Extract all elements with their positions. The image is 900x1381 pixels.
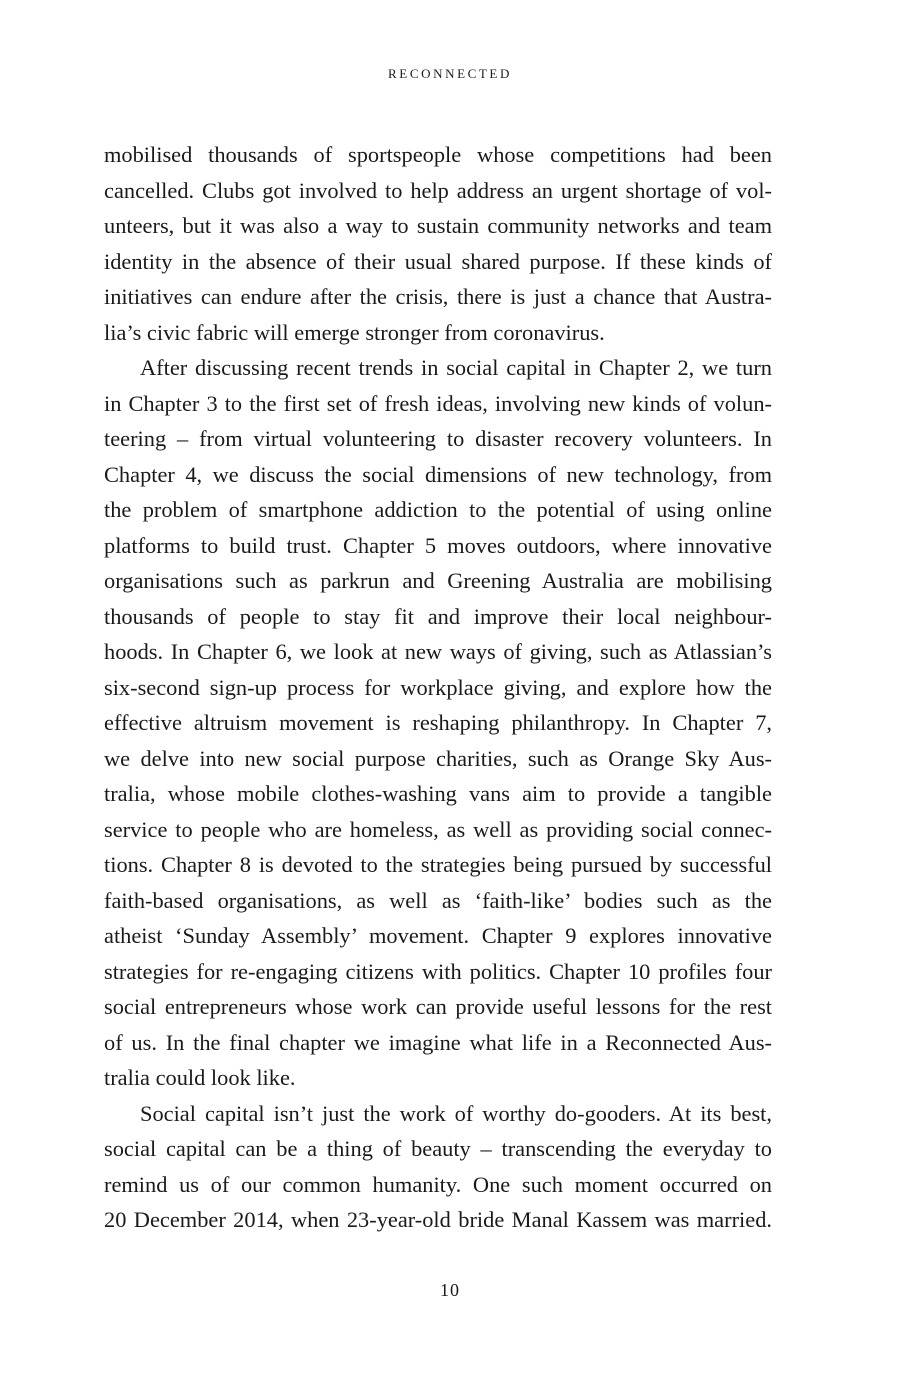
text-line: After discussing recent trends in social capital in Chapter 2, we turn: [140, 355, 772, 380]
text-line: tralia, whose mobile clothes-washing vans aim to provide a tangible: [104, 781, 772, 806]
text-line: identity in the absence of their usual shared purpose. If these kinds of: [104, 248, 772, 274]
text-line: remind us of our common humanity. One such moment occurred on: [104, 1171, 772, 1197]
text-line: of us. In the final chapter we imagine what life in a Reconnected Aus-: [104, 1029, 772, 1055]
text-line: hoods. In Chapter 6, we look at new ways of giving, such as Atlassian’s: [104, 639, 772, 664]
text-line: cancelled. Clubs got involved to help address an urgent shortage of vol-: [104, 177, 772, 203]
text-line: service to people who are homeless, as well as providing social connec-: [104, 816, 772, 842]
text-line: thousands of people to stay fit and improve their local neighbour-: [104, 603, 772, 629]
text-line: platforms to build trust. Chapter 5 moves outdoors, where innovative: [104, 532, 772, 558]
paragraph: [104, 350, 772, 1096]
paragraph: [104, 1096, 772, 1238]
paragraph: [104, 137, 772, 350]
text-line: Social capital isn’t just the work of worthy do-gooders. At its best,: [140, 1100, 772, 1126]
text-line: in Chapter 3 to the first set of fresh ideas, involving new kinds of volun-: [104, 390, 772, 416]
text-line: social capital can be a thing of beauty – transcending the everyday to: [104, 1136, 772, 1161]
text-line: atheist ‘Sunday Assembly’ movement. Chapter 9 explores innovative: [104, 923, 772, 948]
text-line: strategies for re-engaging citizens with politics. Chapter 10 profiles four: [104, 958, 772, 984]
running-head: RECONNECTED: [388, 66, 512, 81]
text-line: effective altruism movement is reshaping philanthropy. In Chapter 7,: [104, 710, 772, 735]
text-line: tions. Chapter 8 is devoted to the strategies being pursued by successful: [104, 852, 772, 877]
text-line: initiatives can endure after the crisis, there is just a chance that Austra-: [104, 284, 772, 309]
text-line: faith-based organisations, as well as ‘faith-like’ bodies such as the: [104, 887, 772, 913]
text-line: mobilised thousands of sportspeople whose competitions had been: [104, 142, 772, 167]
text-line: 20 December 2014, when 23-year-old bride Manal Kassem was married.: [104, 1207, 772, 1232]
text-line: unteers, but it was also a way to sustain community networks and team: [104, 213, 772, 238]
text-line: six-second sign-up process for workplace giving, and explore how the: [104, 674, 772, 700]
page-number: 10: [440, 1280, 460, 1300]
text-line: teering – from virtual volunteering to disaster recovery volunteers. In: [104, 426, 772, 451]
text-line: Chapter 4, we discuss the social dimensions of new technology, from: [104, 461, 772, 487]
text-line: organisations such as parkrun and Greening Australia are mobilising: [104, 568, 772, 593]
text-line: lia’s civic fabric will emerge stronger from coronavirus.: [104, 319, 605, 345]
text-line: the problem of smartphone addiction to the potential of using online: [104, 497, 772, 522]
text-line: tralia could look like.: [104, 1065, 296, 1090]
body-text: [104, 137, 772, 1238]
text-line: we delve into new social purpose charities, such as Orange Sky Aus-: [104, 745, 772, 771]
text-line: social entrepreneurs whose work can provide useful lessons for the rest: [104, 994, 772, 1019]
